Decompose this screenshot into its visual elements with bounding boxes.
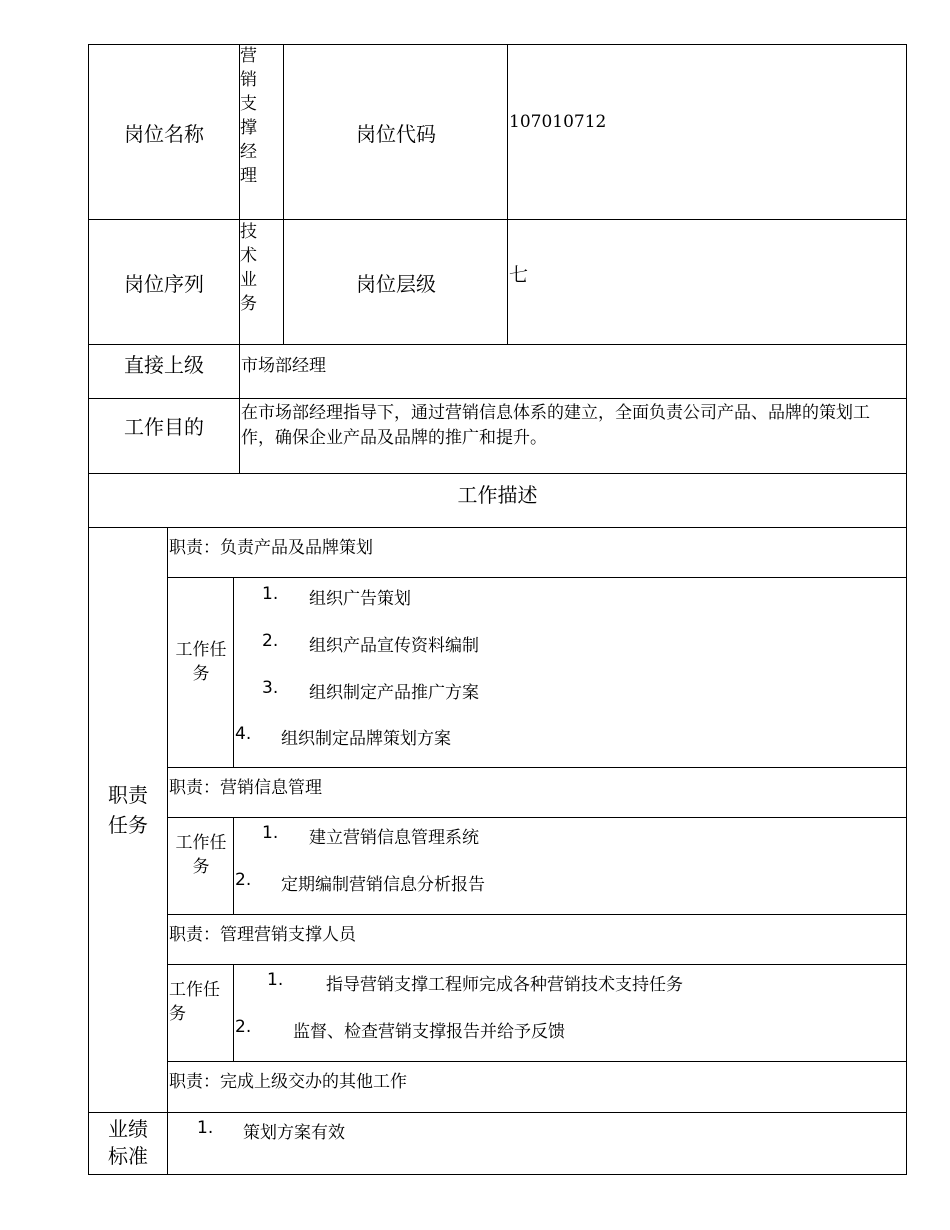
duty-2-title (167, 767, 907, 818)
position-code-label (283, 44, 508, 220)
position-level-value (507, 219, 907, 345)
duty-1-title-text: 职责：负责产品及品牌策划 (169, 538, 373, 558)
position-level-label-text: 岗位层级 (356, 272, 436, 296)
duties-label (88, 527, 168, 1113)
purpose-text: 在市场部经理指导下，通过营销信息体系的建立，全面负责公司产品、品牌的策划工作，确保企业产品及品牌的推广和提升。 (241, 403, 870, 448)
duty-2-task-1-text: 建立营销信息管理系统 (309, 828, 479, 848)
position-name-value (239, 44, 284, 220)
duty-1-task-2-num: 2. (262, 631, 279, 651)
duty-1-task-3-num: 3. (262, 678, 279, 698)
superior-text: 市场部经理 (241, 356, 326, 376)
duty-2-task-2-text: 定期编制营销信息分析报告 (281, 875, 485, 895)
duty-2-title-text: 职责：营销信息管理 (169, 778, 322, 798)
duty-3-task-2-text: 监督、检查营销支撑报告并给予反馈 (293, 1022, 565, 1042)
position-series-text: 技术业务 (240, 222, 257, 314)
duty-4-title (167, 1061, 907, 1113)
duty-2-task-1-num: 1. (262, 823, 279, 843)
duty-1-task-1-text: 组织广告策划 (309, 589, 411, 609)
position-series-label (88, 219, 240, 345)
duties-label-text: 职责任务 (108, 783, 148, 837)
duty-3-task-1-num: 1. (267, 970, 284, 990)
duty-1-task-label-text: 工作任务 (175, 640, 227, 684)
position-name-label-text: 岗位名称 (124, 121, 204, 146)
duty-2-task-label (167, 817, 234, 915)
duty-2-task-list (233, 817, 907, 915)
description-title (88, 473, 907, 528)
duty-1-task-4-num: 4. (235, 724, 252, 744)
superior-label (88, 344, 240, 399)
duty-2-task-2-num: 2. (235, 870, 252, 890)
duty-3-title-text: 职责：管理营销支撑人员 (169, 925, 356, 945)
duty-3-task-2-num: 2. (235, 1017, 252, 1037)
position-name-text: 营销支撑经理 (240, 46, 257, 186)
duty-3-title (167, 914, 907, 965)
performance-label (88, 1112, 168, 1175)
position-series-value (239, 219, 284, 345)
superior-label-text: 直接上级 (124, 353, 204, 377)
duty-1-task-1-num: 1. (262, 584, 279, 604)
duty-3-task-label (167, 964, 234, 1062)
duty-1-task-2-text: 组织产品宣传资料编制 (309, 636, 479, 656)
performance-item-1-text: 策划方案有效 (243, 1123, 345, 1143)
performance-item-1-num: 1. (197, 1118, 214, 1138)
purpose-label-text: 工作目的 (124, 415, 204, 439)
superior-value (239, 344, 907, 399)
duty-4-title-text: 职责：完成上级交办的其他工作 (169, 1072, 407, 1092)
position-series-label-text: 岗位序列 (124, 272, 204, 296)
job-description-table (88, 44, 907, 1175)
duty-1-title (167, 527, 907, 578)
purpose-label (88, 398, 240, 474)
duty-1-task-label (167, 577, 234, 768)
duty-3-task-label-text: 工作任务 (169, 980, 220, 1024)
duty-1-task-4-text: 组织制定品牌策划方案 (281, 729, 451, 749)
purpose-value (239, 398, 907, 474)
position-code-label-text: 岗位代码 (356, 121, 436, 146)
position-code-value (507, 44, 907, 220)
position-name-label (88, 44, 240, 220)
performance-label-text: 业绩标准 (108, 1117, 148, 1168)
position-code-text: 107010712 (509, 112, 607, 132)
duty-1-task-list (233, 577, 907, 768)
duty-3-task-1-text: 指导营销支撑工程师完成各种营销技术支持任务 (326, 975, 683, 995)
duty-3-task-list (233, 964, 907, 1062)
performance-list (167, 1112, 907, 1175)
duty-1-task-3-text: 组织制定产品推广方案 (309, 683, 479, 703)
duty-2-task-label-text: 工作任务 (175, 833, 227, 877)
position-level-text: 七 (509, 264, 529, 286)
description-title-text: 工作描述 (457, 483, 538, 507)
position-level-label (283, 219, 508, 345)
